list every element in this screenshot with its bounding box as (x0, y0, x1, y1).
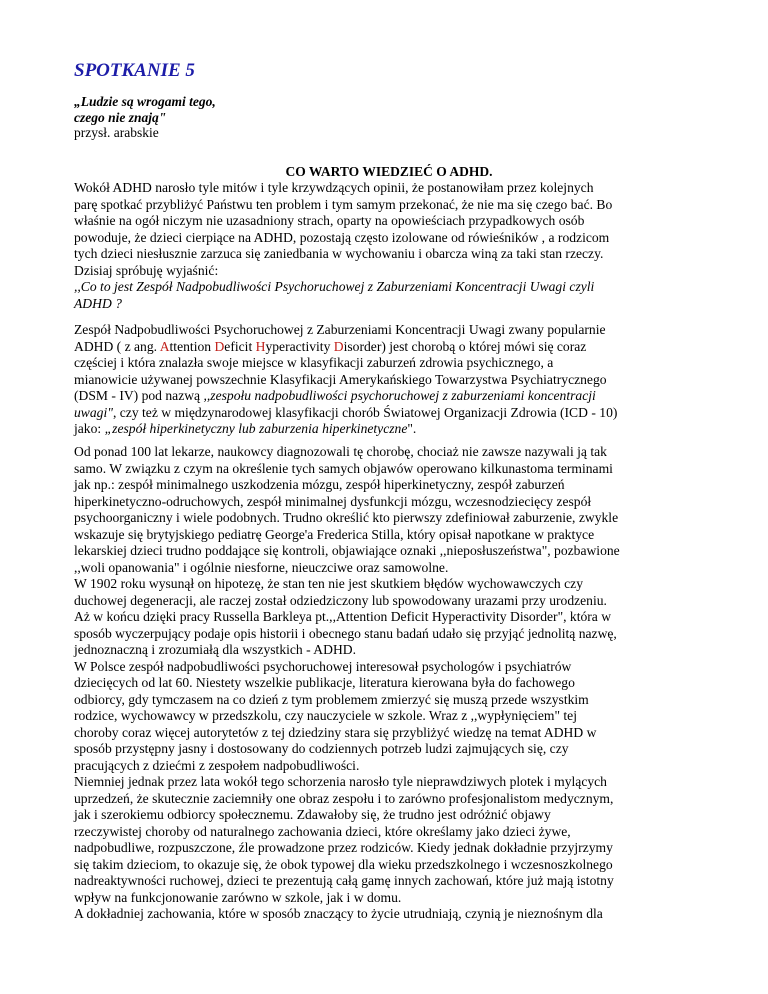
text-run-italic: „zespół hiperkinetyczny lub zaburzenia hiperkinetyczne (104, 421, 408, 436)
section-heading: SPOTKANIE 5 (74, 60, 195, 81)
text-run: yperactivity (265, 338, 334, 354)
text-line: nadpobudliwe, rozpuszczone, źle prowadzone przez rodziców. Kiedy jednak dokładnie przyjrzymy (74, 840, 613, 855)
text-run: ". (407, 421, 417, 436)
text-line: wskazuje się brytyjskiego pediatrę George'a Frederica Stilla, który opisał napotkane w praktyce (74, 526, 595, 542)
text-line: mianowicie używanej powszechnie Klasyfikacji Amerykańskiego Towarzystwa Psychiatrycznego (74, 371, 607, 387)
text-run: ADHD ( z ang. (74, 338, 160, 354)
paragraph-history (74, 444, 704, 923)
motto-source: przysł. arabskie (74, 125, 159, 140)
text-line: Dzisiaj spróbuję wyjaśnić: (74, 262, 219, 278)
text-run: ttention (169, 338, 215, 354)
paragraph-definition (74, 322, 704, 438)
text-line: pracujących z dziećmi z zespołem nadpobudliwości. (74, 757, 360, 773)
text-run: isorder) jest chorobą o której mówi się coraz (343, 338, 587, 354)
text-line-acronym (74, 339, 704, 356)
text-line: się takim dzieciom, to okazuje się, że obok typowej dla wieku przedszkolnego i wczesnoszkolnego (74, 856, 613, 872)
acronym-letter-a: A (159, 338, 170, 354)
text-run-italic: ,,zespołu nadpobudliwości psychoruchowej z zaburzeniami koncentracji (203, 388, 596, 403)
text-line: Aż w końcu dzięki pracy Russella Barkleya pt.,,Attention Deficit Hyperactivity Disorder", która w (74, 609, 612, 624)
text-line: rzeczywistej choroby od naturalnego zachowania dzieci, które określamy jako dzieci żywe, (74, 823, 571, 839)
text-line: jak np.: zespół minimalnego uszkodzenia mózgu, zespół hiperkinetyczny, zespół zaburzeń (74, 477, 565, 492)
text-line: odbiorcy, gdy tymczasem na co dzień z tym problemem zmierzyć się muszą przede wszystkim (74, 691, 589, 707)
text-line: rodzice, wychowawcy w przedszkolu, czy nauczyciele w szkole. Wraz z ,,wypłynięciem" tej (74, 708, 577, 723)
text-line: ,,woli opanowania" i ogólnie niesforne, nieuczciwe oraz samowolne. (74, 559, 449, 575)
text-run: eficit (224, 338, 256, 354)
text-line (74, 405, 704, 422)
text-line: nadreaktywności ruchowej, dzieci te prezentują całą gamę innych zachowań, które już mają istotny (74, 873, 614, 888)
paragraph-intro (74, 180, 704, 312)
text-run: (DSM - IV) pod nazwą (74, 388, 204, 403)
text-line: sposób przystępny jasny i dostosowany do codziennych potrzeb ludzi zajmujących się, czy (74, 741, 569, 756)
text-line (74, 388, 704, 405)
acronym-letter-h: H (255, 338, 266, 354)
text-run-italic: uwagi" (74, 404, 113, 420)
acronym-letter-d: D (214, 338, 225, 354)
motto (74, 94, 216, 141)
text-run: , czy też w międzynarodowej klasyfikacji chorób Światowej Organizacji Zdrowia (ICD - 10) (112, 404, 618, 420)
text-line: lekarskiej dzieci trudno poddające się kontroli, objawiające oznaki ,,nieposłuszeństwa", pozbawione (74, 543, 620, 558)
text-line: częściej i która znalazła swoje miejsce w klasyfikacji zaburzeń zdrowia psychicznego, a (74, 355, 554, 370)
acronym-letter-d: D (333, 338, 344, 354)
text-line: Zespół Nadpobudliwości Psychoruchowej z Zaburzeniami Koncentracji Uwagi zwany popularnie (74, 322, 606, 337)
text-line: W 1902 roku wysunął on hipotezę, że stan ten nie jest skutkiem błędów wychowawczych czy (74, 576, 583, 591)
text-line: A dokładniej zachowania, które w sposób znaczący to życie utrudniają, czynią je nieznośnym dla (74, 906, 603, 921)
text-line: wpływ na funkcjonowanie zarówno w szkole, jak i w domu. (74, 889, 402, 905)
text-line: uprzedzeń, że skutecznie zaciemniły one obraz zespołu i to zarówno profesjonalistom medycznym, (74, 790, 614, 806)
text-line: choroby coraz więcej autorytetów z tej dziedziny stara się przybliżyć wiedzę na temat ADHD w (74, 724, 597, 740)
text-line: duchowej degeneracji, ale raczej został odziedziczony lub spowodowany urazami przy urodzeniu. (74, 592, 607, 608)
text-line: hiperkinetyczno-odruchowych, zespół minimalnej dysfunkcji mózgu, wczesnodziecięcy zespół (74, 493, 592, 509)
text-line: Niemniej jednak przez lata wokół tego schorzenia narosło tyle nieprawdziwych plotek i mylących (74, 774, 607, 789)
text-line: parę spotkać przybliżyć Państwu ten problem i tym samym przekonać, że nie ma się czego bać. Bo (74, 196, 613, 212)
text-line: właśnie na ogół niczym nie uzasadniony strach, oparty na opowieściach przypadkowych osób (74, 213, 585, 228)
text-line: tych dzieci niesłusznie zarzuca się zaniedbania w wychowaniu i obarcza winą za taki stan rzeczy. (74, 246, 604, 261)
motto-line-2: czego nie znają" (74, 109, 167, 125)
text-line: dziecięcych od lat 60. Niestety wszelkie publikacje, literatura kierowana była do fachowego (74, 675, 575, 690)
text-line: Od ponad 100 lat lekarze, naukowcy diagnozowali tę chorobę, chociaż nie zawsze nazywali ją tak (74, 444, 607, 459)
article-title: CO WARTO WIEDZIEĆ O ADHD. (285, 164, 493, 179)
text-line: Wokół ADHD narosło tyle mitów i tyle krzywdzących opinii, że postanowiłam przez kolejnych (74, 180, 594, 195)
text-line: sposób wyczerpujący podaje opis historii i obecnego stanu badań udało się przyjąć jednolitą nazwę, (74, 625, 617, 641)
text-line: powoduje, że dzieci cierpiące na ADHD, pozostają często izolowane od rówieśników , a rodzicom (74, 229, 610, 245)
text-line: W Polsce zespół nadpobudliwości psychoruchowej interesował psychologów i psychiatrów (74, 658, 572, 674)
text-line: jak i szerokiemu odbiorcy społecznemu. Zdawałoby się, że trudno jest odróżnić objawy (74, 807, 551, 822)
motto-line-1: „Ludzie są wrogami tego, (74, 94, 216, 109)
text-line: jednoznaczną i zrozumiałą dla wszystkich - ADHD. (74, 642, 356, 657)
text-run: jako: (74, 421, 105, 436)
text-line (74, 421, 704, 438)
text-line-question: ,,Co to jest Zespół Nadpobudliwości Psychoruchowej z Zaburzeniami Koncentracji Uwagi czyli (74, 279, 595, 294)
text-line: samo. W związku z czym na określenie tych samych objawów operowano kilkunastoma terminami (74, 460, 613, 476)
text-line-question: ADHD ? (74, 295, 122, 311)
text-line: psychoorganiczny i wiele podobnych. Trudno określić kto pierwszy zdefiniował zaburzenie, zwykle (74, 510, 619, 525)
